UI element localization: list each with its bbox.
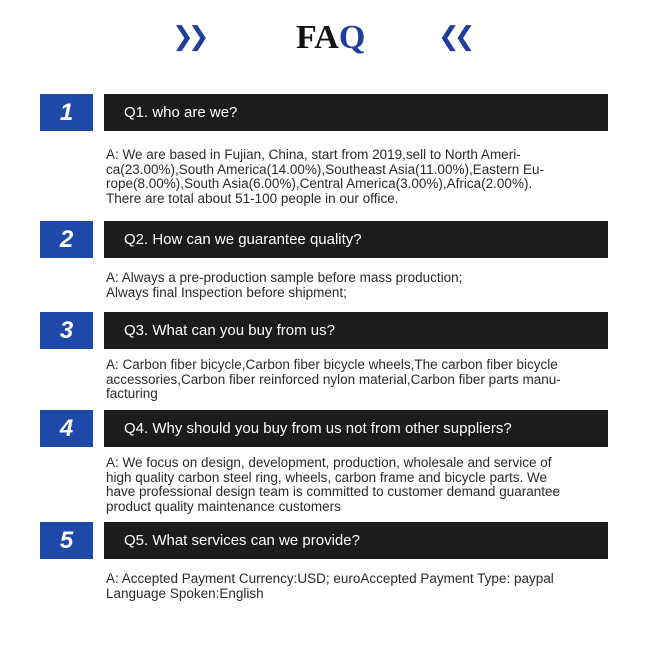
question-bar: Q4. Why should you buy from us not from other suppliers?	[104, 410, 608, 447]
double-chevron-right-icon: ❯❯	[172, 22, 204, 52]
title-accent-letter: Q	[338, 19, 366, 56]
question-bar: Q2. How can we guarantee quality?	[104, 221, 608, 258]
title-text: FA	[296, 19, 339, 56]
question-bar: Q5. What services can we provide?	[104, 522, 608, 559]
question-bar: Q1. who are we?	[104, 94, 608, 131]
question-bar: Q3. What can you buy from us?	[104, 312, 608, 349]
answer-text: A: Accepted Payment Currency:USD; euroAccepted Payment Type: paypal Language Spoken:English	[106, 571, 554, 601]
answer-text: A: We focus on design, development, production, wholesale and service of high quality carbon steel ring, wheels, carbon frame and bicycle parts. We have professional design team is committed to customer demand guarantee product quality maintenance customers	[106, 455, 560, 514]
page-title	[296, 18, 365, 58]
answer-text: A: Carbon fiber bicycle,Carbon fiber bicycle wheels,The carbon fiber bicycle accessories,Carbon fiber reinforced nylon material,Carbon fiber parts manu- facturing	[106, 357, 561, 401]
question-number-badge: 1	[40, 94, 93, 131]
question-number-badge: 4	[40, 410, 93, 447]
question-number-badge: 3	[40, 312, 93, 349]
answer-text: A: We are based in Fujian, China, start from 2019,sell to North Ameri- ca(23.00%),South America(14.00%),Southeast Asia(11.00%),Eastern Eu- rope(8.00%),South Asia(6.00%),Central America(3.00%),Africa(2.00%). There are total about 51-100 people in our office.	[106, 147, 544, 206]
question-number-badge: 5	[40, 522, 93, 559]
question-number-badge: 2	[40, 221, 93, 258]
faq-header	[0, 10, 650, 56]
answer-text: A: Always a pre-production sample before mass production; Always final Inspection before shipment;	[106, 270, 463, 300]
double-chevron-left-icon: ❮❮	[438, 22, 470, 52]
